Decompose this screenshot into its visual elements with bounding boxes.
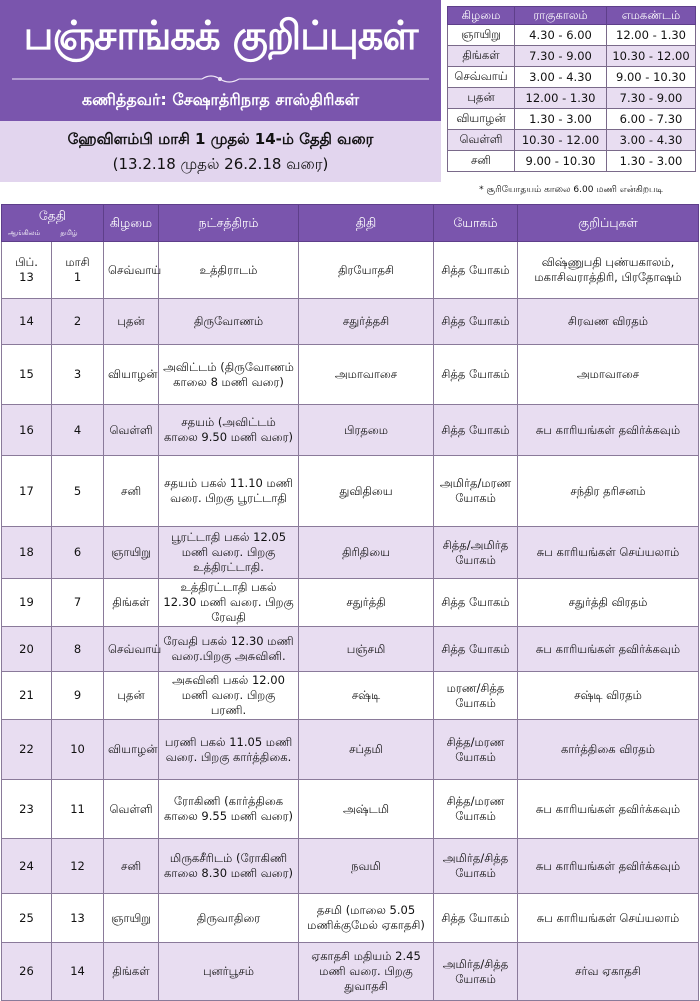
star-cell: உத்திரட்டாதி பகல் 12.30 மணி வரை. பிறகு ரேவதி bbox=[159, 579, 299, 627]
tamil-day: 14 bbox=[52, 943, 104, 1001]
yogam-cell: சித்த யோகம் bbox=[434, 579, 518, 627]
english-day: 26 bbox=[2, 943, 52, 1001]
tamil-day: 3 bbox=[52, 345, 104, 405]
table-row bbox=[2, 720, 699, 780]
tithi-cell: நவமி bbox=[299, 839, 434, 894]
day-cell: சனி bbox=[104, 456, 159, 527]
kalam-rahu: 7.30 - 9.00 bbox=[515, 46, 607, 67]
star-cell: அவிட்டம் (திருவோணம் காலை 8 மணி வரை) bbox=[159, 345, 299, 405]
tamil-month: மாசி bbox=[65, 255, 90, 269]
header-date bbox=[2, 205, 104, 242]
kalam-day: திங்கள் bbox=[448, 46, 515, 67]
day-cell: வியாழன் bbox=[104, 720, 159, 780]
kalam-header-day: கிழமை bbox=[448, 7, 515, 25]
english-date bbox=[2, 242, 52, 299]
tithi-cell: அமாவாசை bbox=[299, 345, 434, 405]
star-cell: ரேவதி பகல் 12.30 மணி வரை.பிறகு அசுவினி. bbox=[159, 627, 299, 672]
tamil-day: 2 bbox=[52, 299, 104, 345]
day-cell: புதன் bbox=[104, 672, 159, 720]
table-row bbox=[2, 456, 699, 527]
english-day: 22 bbox=[2, 720, 52, 780]
kalam-yama: 12.00 - 1.30 bbox=[607, 25, 696, 46]
notes-cell: சதுர்த்தி விரதம் bbox=[518, 579, 699, 627]
notes-cell: சந்திர தரிசனம் bbox=[518, 456, 699, 527]
notes-cell: சிரவண விரதம் bbox=[518, 299, 699, 345]
tamil-day: 4 bbox=[52, 405, 104, 456]
table-row bbox=[2, 242, 699, 299]
kalam-day: புதன் bbox=[448, 88, 515, 109]
tamil-day: 12 bbox=[52, 839, 104, 894]
notes-cell: அமாவாசை bbox=[518, 345, 699, 405]
yogam-cell: சித்த/அமிர்த யோகம் bbox=[434, 527, 518, 579]
english-day: 20 bbox=[2, 627, 52, 672]
day-cell: ஞாயிறு bbox=[104, 894, 159, 943]
yogam-cell: சித்த யோகம் bbox=[434, 627, 518, 672]
sunrise-footnote: * சூரியோதயம் காலை 6.00 மணி என்கிறபடி bbox=[479, 185, 663, 195]
table-row bbox=[2, 579, 699, 627]
notes-cell: சுப காரியங்கள் தவிர்க்கவும் bbox=[518, 839, 699, 894]
notes-cell: சஷ்டி விரதம் bbox=[518, 672, 699, 720]
day-cell: ஞாயிறு bbox=[104, 527, 159, 579]
kalam-day: வியாழன் bbox=[448, 109, 515, 130]
tithi-cell: பிரதமை bbox=[299, 405, 434, 456]
notes-cell: சுப காரியங்கள் தவிர்க்கவும் bbox=[518, 780, 699, 839]
tamil-day: 5 bbox=[52, 456, 104, 527]
table-row bbox=[2, 527, 699, 579]
header-notes: குறிப்புகள் bbox=[518, 205, 699, 242]
kalam-rahu: 10.30 - 12.00 bbox=[515, 130, 607, 151]
yogam-cell: சித்த யோகம் bbox=[434, 405, 518, 456]
yogam-cell: சித்த யோகம் bbox=[434, 894, 518, 943]
tamil-date bbox=[52, 242, 104, 299]
english-month: பிப். bbox=[15, 255, 38, 269]
page-title: பஞ்சாங்கக் குறிப்புகள் bbox=[23, 13, 418, 59]
main-header-row bbox=[2, 205, 699, 242]
day-cell: செவ்வாய் bbox=[104, 627, 159, 672]
star-cell: புனர்பூசம் bbox=[159, 943, 299, 1001]
yogam-cell: சித்த யோகம் bbox=[434, 345, 518, 405]
kalam-yama: 10.30 - 12.00 bbox=[607, 46, 696, 67]
kalam-day: ஞாயிறு bbox=[448, 25, 515, 46]
tithi-cell: ஏகாதசி மதியம் 2.45 மணி வரை. பிறகு துவாதசி bbox=[299, 943, 434, 1001]
notes-cell: விஷ்ணுபதி புண்யகாலம், மகாசிவராத்திரி, பிரதோஷம் bbox=[518, 242, 699, 299]
tithi-cell: அஷ்டமி bbox=[299, 780, 434, 839]
day-cell: திங்கள் bbox=[104, 579, 159, 627]
kalam-row bbox=[448, 88, 696, 109]
kalam-yama: 1.30 - 3.00 bbox=[607, 151, 696, 172]
yogam-cell: மரண/சித்த யோகம் bbox=[434, 672, 518, 720]
tamil-day: 10 bbox=[52, 720, 104, 780]
kalam-header-rahu: ராகுகாலம் bbox=[515, 7, 607, 25]
star-cell: உத்திராடம் bbox=[159, 242, 299, 299]
day-cell: சனி bbox=[104, 839, 159, 894]
yogam-cell: சித்த யோகம் bbox=[434, 299, 518, 345]
header-day: கிழமை bbox=[104, 205, 159, 242]
english-day: 24 bbox=[2, 839, 52, 894]
tamil-day: 7 bbox=[52, 579, 104, 627]
tamil-day: 9 bbox=[52, 672, 104, 720]
star-cell: திருவோணம் bbox=[159, 299, 299, 345]
kalam-row bbox=[448, 46, 696, 67]
english-day: 18 bbox=[2, 527, 52, 579]
english-day: 14 bbox=[2, 299, 52, 345]
table-row bbox=[2, 299, 699, 345]
panchangam-table bbox=[1, 204, 699, 1001]
kalam-row bbox=[448, 25, 696, 46]
tamil-day: 13 bbox=[52, 894, 104, 943]
tithi-cell: சப்தமி bbox=[299, 720, 434, 780]
kalam-day: வெள்ளி bbox=[448, 130, 515, 151]
star-cell: திருவாதிரை bbox=[159, 894, 299, 943]
period-dates: (13.2.18 முதல் 26.2.18 வரை) bbox=[112, 155, 329, 173]
tithi-cell: பஞ்சமி bbox=[299, 627, 434, 672]
kalam-day: சனி bbox=[448, 151, 515, 172]
kalam-header-row bbox=[448, 7, 696, 25]
star-cell: சதயம் (அவிட்டம் காலை 9.50 மணி வரை) bbox=[159, 405, 299, 456]
tithi-cell: சஷ்டி bbox=[299, 672, 434, 720]
table-row bbox=[2, 345, 699, 405]
tithi-cell: தசமி (மாலை 5.05 மணிக்குமேல் ஏகாதசி) bbox=[299, 894, 434, 943]
notes-cell: சுப காரியங்கள் தவிர்க்கவும் bbox=[518, 627, 699, 672]
author-line: கணித்தவர்: சேஷாத்ரிநாத சாஸ்திரிகள் bbox=[81, 90, 360, 109]
header-star: நட்சத்திரம் bbox=[159, 205, 299, 242]
yogam-cell: அமிர்த/சித்த யோகம் bbox=[434, 943, 518, 1001]
header-yogam: யோகம் bbox=[434, 205, 518, 242]
kalam-rahu: 4.30 - 6.00 bbox=[515, 25, 607, 46]
star-cell: மிருகசீரிடம் (ரோகிணி காலை 8.30 மணி வரை) bbox=[159, 839, 299, 894]
english-day: 16 bbox=[2, 405, 52, 456]
english-day: 21 bbox=[2, 672, 52, 720]
yogam-cell: சித்த/மரண யோகம் bbox=[434, 720, 518, 780]
day-cell: செவ்வாய் bbox=[104, 242, 159, 299]
notes-cell: கார்த்திகை விரதம் bbox=[518, 720, 699, 780]
notes-cell: சர்வ ஏகாதசி bbox=[518, 943, 699, 1001]
yogam-cell: சித்த யோகம் bbox=[434, 242, 518, 299]
tithi-cell: சதுர்த்தசி bbox=[299, 299, 434, 345]
yogam-cell: அமிர்த/சித்த யோகம் bbox=[434, 839, 518, 894]
star-cell: சதயம் பகல் 11.10 மணி வரை. பிறகு பூரட்டாதி bbox=[159, 456, 299, 527]
kalam-row bbox=[448, 130, 696, 151]
english-day: 25 bbox=[2, 894, 52, 943]
day-cell: வெள்ளி bbox=[104, 780, 159, 839]
yogam-cell: அமிர்த/மரண யோகம் bbox=[434, 456, 518, 527]
period-tamil: ஹேவிளம்பி மாசி 1 முதல் 14-ம் தேதி வரை bbox=[67, 130, 374, 148]
tamil-day: 11 bbox=[52, 780, 104, 839]
kalam-rahu: 3.00 - 4.30 bbox=[515, 67, 607, 88]
table-row bbox=[2, 672, 699, 720]
kalam-table bbox=[447, 6, 696, 172]
yogam-cell: சித்த/மரண யோகம் bbox=[434, 780, 518, 839]
kalam-rahu: 9.00 - 10.30 bbox=[515, 151, 607, 172]
english-day: 23 bbox=[2, 780, 52, 839]
star-cell: அசுவினி பகல் 12.00 மணி வரை. பிறகு பரணி. bbox=[159, 672, 299, 720]
tamil-day: 6 bbox=[52, 527, 104, 579]
tithi-cell: திரிதியை bbox=[299, 527, 434, 579]
header-date-label: தேதி bbox=[38, 208, 67, 223]
kalam-yama: 6.00 - 7.30 bbox=[607, 109, 696, 130]
star-cell: ரோகிணி (கார்த்திகை காலை 9.55 மணி வரை) bbox=[159, 780, 299, 839]
day-cell: வியாழன் bbox=[104, 345, 159, 405]
english-day: 13 bbox=[19, 270, 34, 284]
day-cell: வெள்ளி bbox=[104, 405, 159, 456]
star-cell: பரணி பகல் 11.05 மணி வரை. பிறகு கார்த்திகை. bbox=[159, 720, 299, 780]
kalam-header-yama: எமகண்டம் bbox=[607, 7, 696, 25]
table-row bbox=[2, 943, 699, 1001]
tamil-day: 1 bbox=[73, 270, 82, 284]
kalam-day: செவ்வாய் bbox=[448, 67, 515, 88]
english-day: 15 bbox=[2, 345, 52, 405]
english-day: 17 bbox=[2, 456, 52, 527]
table-row bbox=[2, 894, 699, 943]
english-day: 19 bbox=[2, 579, 52, 627]
notes-cell: சுப காரியங்கள் செய்யலாம் bbox=[518, 894, 699, 943]
header-date-sub: ஆங்கிலம் தமிழ் bbox=[8, 229, 78, 237]
day-cell: புதன் bbox=[104, 299, 159, 345]
kalam-rahu: 1.30 - 3.00 bbox=[515, 109, 607, 130]
notes-cell: சுப காரியங்கள் செய்யலாம் bbox=[518, 527, 699, 579]
table-row bbox=[2, 780, 699, 839]
star-cell: பூரட்டாதி பகல் 12.05 மணி வரை. பிறகு உத்திரட்டாதி. bbox=[159, 527, 299, 579]
tithi-cell: சதுர்த்தி bbox=[299, 579, 434, 627]
kalam-row bbox=[448, 151, 696, 172]
tithi-cell: துவிதியை bbox=[299, 456, 434, 527]
tithi-cell: திரயோதசி bbox=[299, 242, 434, 299]
table-row bbox=[2, 627, 699, 672]
tamil-day: 8 bbox=[52, 627, 104, 672]
table-row bbox=[2, 405, 699, 456]
kalam-yama: 3.00 - 4.30 bbox=[607, 130, 696, 151]
kalam-rahu: 12.00 - 1.30 bbox=[515, 88, 607, 109]
header-tithi: திதி bbox=[299, 205, 434, 242]
kalam-row bbox=[448, 67, 696, 88]
day-cell: திங்கள் bbox=[104, 943, 159, 1001]
kalam-yama: 7.30 - 9.00 bbox=[607, 88, 696, 109]
kalam-yama: 9.00 - 10.30 bbox=[607, 67, 696, 88]
kalam-row bbox=[448, 109, 696, 130]
notes-cell: சுப காரியங்கள் தவிர்க்கவும் bbox=[518, 405, 699, 456]
ornament-divider bbox=[12, 74, 429, 84]
table-row bbox=[2, 839, 699, 894]
